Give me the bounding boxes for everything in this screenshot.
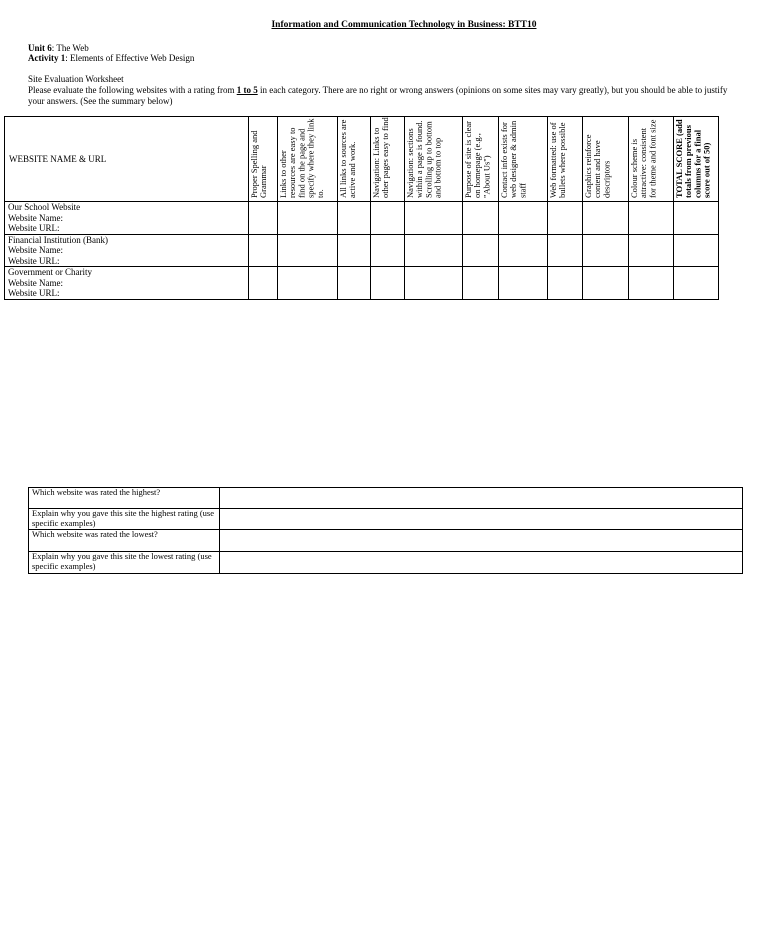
activity-line bbox=[28, 53, 194, 64]
instructions-pre: Please evaluate the following websites with a rating from bbox=[28, 85, 237, 95]
table-header-row bbox=[5, 117, 719, 202]
site-url-label: Website URL: bbox=[8, 288, 60, 298]
document-title: Information and Communication Technology in Business: BTT10 bbox=[271, 20, 537, 30]
criterion-web-formatted: Web formatted: use of bullets where possible bbox=[548, 122, 568, 198]
site-cell bbox=[5, 202, 249, 235]
criterion-colour: Colour scheme is attractive: consistent for theme and font size bbox=[629, 119, 658, 198]
site-category: Government or Charity bbox=[8, 267, 92, 277]
rating-cell[interactable] bbox=[499, 234, 548, 267]
criterion-graphics: Graphics reinforce content and have descriptors bbox=[583, 134, 612, 198]
rating-cell[interactable] bbox=[405, 234, 463, 267]
criterion-navigation-sections: Navigation: sections within a page is found. Scrolling up to bottom and bottom to top bbox=[405, 120, 443, 198]
worksheet-title: Site Evaluation Worksheet bbox=[28, 74, 124, 84]
rating-cell[interactable] bbox=[405, 202, 463, 235]
site-name-label: Website Name: bbox=[8, 245, 64, 255]
rating-cell[interactable] bbox=[278, 234, 338, 267]
summary-row bbox=[29, 488, 743, 509]
rating-cell[interactable] bbox=[249, 202, 278, 235]
criterion-header bbox=[463, 117, 499, 202]
rating-cell[interactable] bbox=[629, 234, 674, 267]
criterion-links-active: All links to sources are active and work. bbox=[338, 119, 358, 198]
summary-question: Which website was rated the highest? bbox=[29, 488, 220, 509]
criterion-contact: Contact info exists for web designer & admin staff bbox=[499, 120, 528, 198]
rating-cell[interactable] bbox=[629, 202, 674, 235]
criterion-header bbox=[338, 117, 371, 202]
rating-cell[interactable] bbox=[249, 234, 278, 267]
criterion-header bbox=[249, 117, 278, 202]
instructions-post: in each category. There are no right or wrong answers (opinions on some sites may vary greatly), but you should be able to justify your answers. (See the summary below) bbox=[28, 85, 728, 106]
rating-cell[interactable] bbox=[583, 267, 629, 300]
criterion-navigation-pages: Navigation: Links to other pages easy to find bbox=[371, 117, 391, 198]
criterion-header bbox=[371, 117, 405, 202]
rating-cell[interactable] bbox=[278, 267, 338, 300]
summary-row bbox=[29, 509, 743, 530]
rating-cell[interactable] bbox=[583, 202, 629, 235]
rating-cell[interactable] bbox=[371, 234, 405, 267]
rating-cell[interactable] bbox=[499, 202, 548, 235]
rating-cell[interactable] bbox=[371, 267, 405, 300]
rating-cell[interactable] bbox=[548, 234, 583, 267]
instructions bbox=[28, 85, 728, 106]
table-row bbox=[5, 234, 719, 267]
criterion-header bbox=[548, 117, 583, 202]
rating-cell[interactable] bbox=[278, 202, 338, 235]
unit-text: : The Web bbox=[51, 43, 89, 53]
rating-cell[interactable] bbox=[338, 234, 371, 267]
activity-label: Activity 1 bbox=[28, 53, 66, 63]
table-row bbox=[5, 202, 719, 235]
rating-cell[interactable] bbox=[371, 202, 405, 235]
rating-cell[interactable] bbox=[338, 267, 371, 300]
criterion-header bbox=[674, 117, 719, 202]
website-name-url-header: WEBSITE NAME & URL bbox=[5, 117, 249, 202]
site-name-label: Website Name: bbox=[8, 277, 64, 288]
rating-cell[interactable] bbox=[463, 267, 499, 300]
total-cell[interactable] bbox=[674, 202, 719, 235]
table-row bbox=[5, 267, 719, 300]
rating-cell[interactable] bbox=[548, 267, 583, 300]
summary-question: Explain why you gave this site the lowest rating (use specific examples) bbox=[29, 552, 220, 574]
rating-cell[interactable] bbox=[338, 202, 371, 235]
site-url-label: Website URL: bbox=[8, 255, 60, 266]
criterion-total-score: TOTAL SCORE (add totals from previous columns for a final score out of 50) bbox=[674, 119, 712, 198]
summary-answer-cell[interactable] bbox=[220, 530, 743, 552]
rating-cell[interactable] bbox=[463, 202, 499, 235]
criterion-spelling: Proper Spelling and Grammar bbox=[249, 130, 269, 198]
rating-cell[interactable] bbox=[583, 234, 629, 267]
rating-cell[interactable] bbox=[463, 234, 499, 267]
summary-table bbox=[28, 487, 743, 574]
site-cell bbox=[5, 234, 249, 267]
site-category: Our School Website bbox=[8, 202, 81, 212]
criterion-header bbox=[499, 117, 548, 202]
summary-question: Explain why you gave this site the highest rating (use specific examples) bbox=[29, 509, 220, 530]
criterion-links-resources: Links to other resources are easy to find on the page and specify where they link to. bbox=[278, 118, 325, 198]
rating-cell[interactable] bbox=[499, 267, 548, 300]
rating-cell[interactable] bbox=[548, 202, 583, 235]
criterion-header bbox=[583, 117, 629, 202]
summary-answer-cell[interactable] bbox=[220, 488, 743, 509]
evaluation-table bbox=[4, 116, 719, 300]
summary-answer-cell[interactable] bbox=[220, 509, 743, 530]
criterion-header bbox=[278, 117, 338, 202]
unit-line bbox=[28, 43, 89, 54]
site-category: Financial Institution (Bank) bbox=[8, 234, 108, 245]
activity-text: : Elements of Effective Web Design bbox=[65, 53, 195, 63]
unit-label: Unit 6 bbox=[28, 43, 52, 53]
total-cell[interactable] bbox=[674, 267, 719, 300]
site-cell bbox=[5, 267, 249, 300]
criterion-header bbox=[405, 117, 463, 202]
rating-cell[interactable] bbox=[249, 267, 278, 300]
site-name-label: Website Name: bbox=[8, 212, 64, 223]
summary-question: Which website was rated the lowest? bbox=[29, 530, 220, 552]
rating-range: 1 to 5 bbox=[236, 85, 258, 95]
total-cell[interactable] bbox=[674, 234, 719, 267]
criterion-purpose: Purpose of site is clear on homepage (e.g., "About Us") bbox=[463, 121, 492, 198]
summary-answer-cell[interactable] bbox=[220, 552, 743, 574]
summary-row bbox=[29, 530, 743, 552]
rating-cell[interactable] bbox=[405, 267, 463, 300]
rating-cell[interactable] bbox=[629, 267, 674, 300]
criterion-header bbox=[629, 117, 674, 202]
site-url-label: Website URL: bbox=[8, 223, 60, 233]
summary-row bbox=[29, 552, 743, 574]
